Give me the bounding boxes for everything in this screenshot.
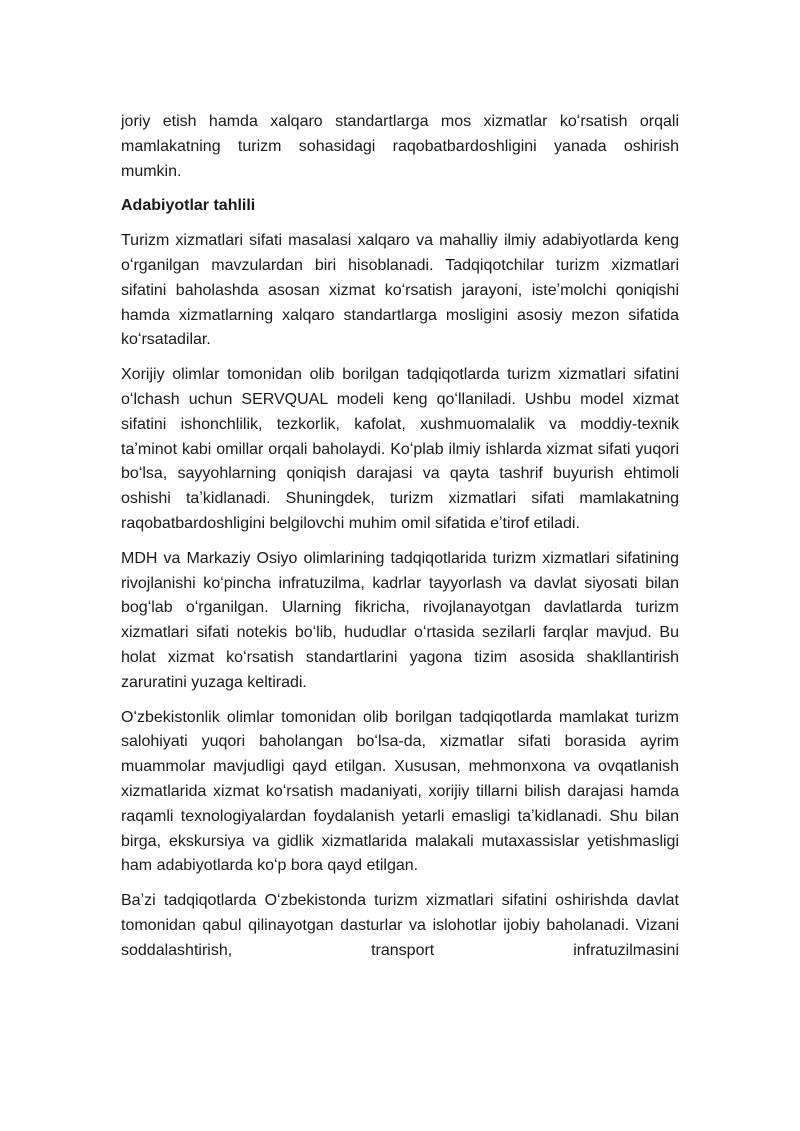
paragraph-foreign-studies: Xorijiy olimlar tomonidan olib borilgan tadqiqotlarda turizm xizmatlari sifatini oʻlchash uchun SERVQUAL modeli keng qoʻllaniladi. Ushbu model xizmat sifatini ishonchlilik, tezkorlik, kafolat, xushmuomalalik va moddiy-texnik taʼminot kabi omillar orqali baholaydi. Koʻplab ilmiy ishlarda xizmat sifati yuqori boʻlsa, sayyohlarning qoniqish darajasi va qayta tashrif buyurish ehtimoli oshishi taʼkidlanadi. Shuningdek, turizm xizmatlari sifati mamlakatning raqobatbardoshligini belgilovchi muhim omil sifatida eʼtirof etiladi. bbox=[121, 366, 679, 532]
document-page bbox=[121, 110, 679, 974]
paragraph-intro-continuation: joriy etish hamda xalqaro standartlarga mos xizmatlar koʻrsatish orqali mamlakatning turizm sohasidagi raqobatbardoshligini yanada oshirish mumkin. bbox=[121, 113, 679, 180]
section-heading: Adabiyotlar tahlili bbox=[121, 197, 256, 215]
paragraph-government-reforms: Baʼzi tadqiqotlarda Oʻzbekistonda turizm xizmatlari sifatini oshirishda davlat tomonidan qabul qilinayotgan dasturlar va islohotlar ijobiy baholanadi. Vizani soddalashtirish, transport infratuzilmasini bbox=[121, 892, 679, 959]
paragraph-literature-overview: Turizm xizmatlari sifati masalasi xalqaro va mahalliy ilmiy adabiyotlarda keng oʻrganilgan mavzulardan biri hisoblanadi. Tadqiqotchilar turizm xizmatlari sifatini baholashda asosan xizmat koʻrsatish jarayoni, isteʼmolchi qoniqishi hamda xizmatlarning xalqaro standartlarga mosligini asosiy mezon sifatida koʻrsatadilar. bbox=[121, 232, 679, 349]
paragraph-uzbek-studies: Oʻzbekistonlik olimlar tomonidan olib borilgan tadqiqotlarda mamlakat turizm salohiyati yuqori baholangan boʻlsa-da, xizmatlar sifati borasida ayrim muammolar mavjudligi qayd etilgan. Xususan, mehmonxona va ovqatlanish xizmatlarida xizmat koʻrsatish madaniyati, xorijiy tillarni bilish darajasi hamda raqamli texnologiyalardan foydalanish yetarli emasligi taʼkidlanadi. Shu bilan birga, ekskursiya va gidlik xizmatlarida malakali mutaxassislar yetishmasligi ham adabiyotlarda koʻp bora qayd etilgan. bbox=[121, 708, 679, 875]
paragraph-cis-studies: MDH va Markaziy Osiyo olimlarining tadqiqotlarida turizm xizmatlari sifatining rivojlanishi koʻpincha infratuzilma, kadrlar tayyorlash va davlat siyosati bilan bogʻlab oʻrganilgan. Ularning fikricha, rivojlanayotgan davlatlarda turizm xizmatlari sifati notekis boʻlib, hududlar oʻrtasida sezilarli farqlar mavjud. Bu holat xizmat koʻrsatish standartlarini yagona tizim asosida shakllantirish zaruratini yuzaga keltiradi. bbox=[121, 549, 679, 691]
